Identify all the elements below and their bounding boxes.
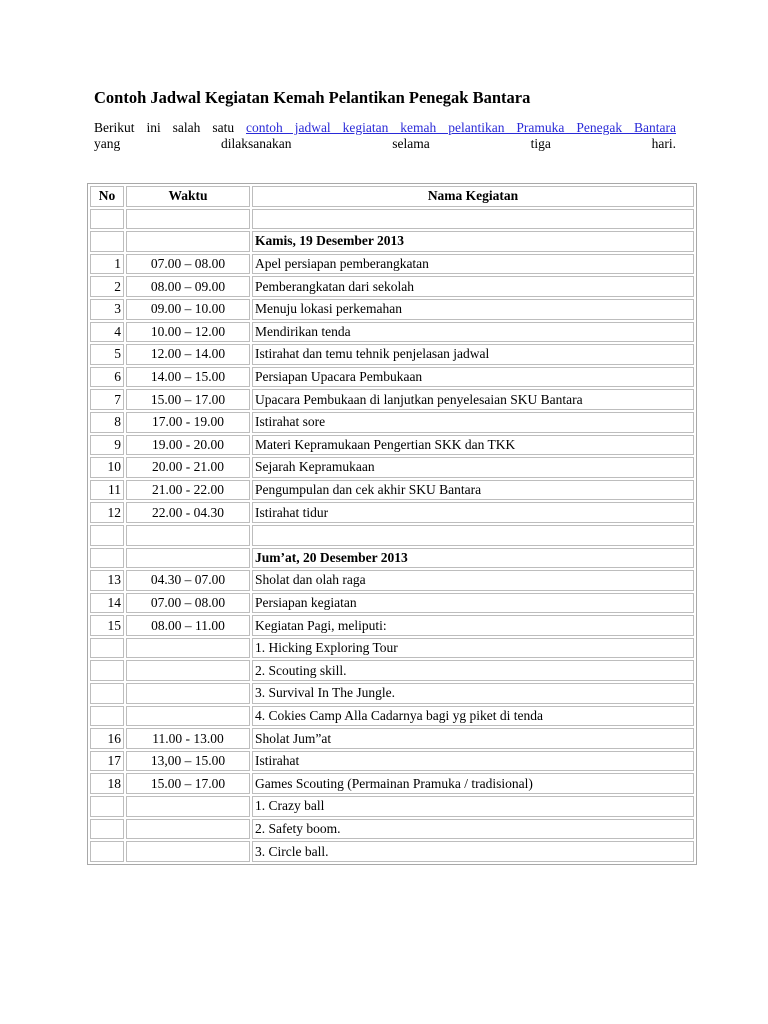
time-cell: 11.00 - 13.00 xyxy=(126,728,250,749)
row-number-cell: 16 xyxy=(90,728,124,749)
row-number-cell xyxy=(90,683,124,704)
table-row xyxy=(90,435,694,456)
row-number-cell: 18 xyxy=(90,773,124,794)
page-title: Contoh Jadwal Kegiatan Kemah Pelantikan Penegak Bantara xyxy=(94,88,531,107)
intro-word: dilaksanakan xyxy=(221,136,292,151)
table-row xyxy=(90,299,694,320)
row-number-cell xyxy=(90,841,124,862)
table-row xyxy=(90,796,694,817)
header-no: No xyxy=(90,186,124,207)
time-cell xyxy=(126,231,250,252)
activity-cell: Menuju lokasi perkemahan xyxy=(252,299,694,320)
time-cell xyxy=(126,706,250,727)
intro-word: yang xyxy=(94,136,121,151)
schedule-table xyxy=(87,183,697,865)
intro-prefix: Berikut ini salah satu xyxy=(94,120,247,135)
activity-cell: Istirahat dan temu tehnik penjelasan jadwal xyxy=(252,344,694,365)
time-cell: 15.00 – 17.00 xyxy=(126,773,250,794)
table-header-row xyxy=(90,186,694,207)
activity-cell: Sejarah Kepramukaan xyxy=(252,457,694,478)
row-number-cell: 15 xyxy=(90,615,124,636)
intro-line-1 xyxy=(94,120,676,136)
row-number-cell xyxy=(90,660,124,681)
row-number-cell: 6 xyxy=(90,367,124,388)
table-row xyxy=(90,502,694,523)
table-row xyxy=(90,660,694,681)
activity-cell: 3. Circle ball. xyxy=(252,841,694,862)
time-cell xyxy=(126,841,250,862)
row-number-cell: 14 xyxy=(90,593,124,614)
activity-cell: Mendirikan tenda xyxy=(252,322,694,343)
time-cell xyxy=(126,638,250,659)
row-number-cell xyxy=(90,548,124,569)
activity-cell: Materi Kepramukaan Pengertian SKK dan TKK xyxy=(252,435,694,456)
row-number-cell: 4 xyxy=(90,322,124,343)
activity-cell: 2. Safety boom. xyxy=(252,819,694,840)
time-cell: 09.00 – 10.00 xyxy=(126,299,250,320)
time-cell: 07.00 – 08.00 xyxy=(126,254,250,275)
row-number-cell: 8 xyxy=(90,412,124,433)
table-row xyxy=(90,570,694,591)
day-header-row xyxy=(90,548,694,569)
table-row xyxy=(90,728,694,749)
row-number-cell: 12 xyxy=(90,502,124,523)
schedule-body xyxy=(90,209,694,862)
blank-row xyxy=(90,525,694,546)
table-row xyxy=(90,344,694,365)
time-cell: 17.00 - 19.00 xyxy=(126,412,250,433)
time-cell xyxy=(126,819,250,840)
row-number-cell: 11 xyxy=(90,480,124,501)
time-cell: 22.00 - 04.30 xyxy=(126,502,250,523)
row-number-cell: 9 xyxy=(90,435,124,456)
table-row xyxy=(90,593,694,614)
activity-cell: Kamis, 19 Desember 2013 xyxy=(252,231,694,252)
table-row xyxy=(90,706,694,727)
row-number-cell xyxy=(90,706,124,727)
row-number-cell xyxy=(90,525,124,546)
activity-cell: Sholat Jum”at xyxy=(252,728,694,749)
activity-cell: Games Scouting (Permainan Pramuka / tradisional) xyxy=(252,773,694,794)
table-row xyxy=(90,412,694,433)
table-row xyxy=(90,367,694,388)
row-number-cell: 5 xyxy=(90,344,124,365)
time-cell: 07.00 – 08.00 xyxy=(126,593,250,614)
row-number-cell xyxy=(90,796,124,817)
time-cell: 13,00 – 15.00 xyxy=(126,751,250,772)
day-header-row xyxy=(90,231,694,252)
activity-cell xyxy=(252,525,694,546)
activity-cell: Istirahat tidur xyxy=(252,502,694,523)
time-cell: 21.00 - 22.00 xyxy=(126,480,250,501)
activity-cell: 1. Crazy ball xyxy=(252,796,694,817)
time-cell xyxy=(126,660,250,681)
time-cell xyxy=(126,683,250,704)
time-cell: 20.00 - 21.00 xyxy=(126,457,250,478)
row-number-cell: 2 xyxy=(90,276,124,297)
row-number-cell: 17 xyxy=(90,751,124,772)
table-row xyxy=(90,773,694,794)
intro-word: selama xyxy=(392,136,430,151)
activity-cell: Pemberangkatan dari sekolah xyxy=(252,276,694,297)
activity-cell: 1. Hicking Exploring Tour xyxy=(252,638,694,659)
activity-cell: Kegiatan Pagi, meliputi: xyxy=(252,615,694,636)
time-cell: 04.30 – 07.00 xyxy=(126,570,250,591)
table-row xyxy=(90,615,694,636)
table-row xyxy=(90,254,694,275)
time-cell: 14.00 – 15.00 xyxy=(126,367,250,388)
activity-cell xyxy=(252,209,694,230)
row-number-cell xyxy=(90,231,124,252)
time-cell xyxy=(126,796,250,817)
row-number-cell: 10 xyxy=(90,457,124,478)
blank-row xyxy=(90,209,694,230)
activity-cell: Istirahat sore xyxy=(252,412,694,433)
intro-link[interactable]: contoh jadwal kegiatan kemah pelantikan Pramuka Penegak Bantara xyxy=(246,120,676,135)
activity-cell: Persiapan Upacara Pembukaan xyxy=(252,367,694,388)
table-row xyxy=(90,322,694,343)
table-row xyxy=(90,389,694,410)
activity-cell: 2. Scouting skill. xyxy=(252,660,694,681)
table-row xyxy=(90,819,694,840)
time-cell: 12.00 – 14.00 xyxy=(126,344,250,365)
intro-line-2 xyxy=(94,136,676,152)
time-cell: 08.00 – 09.00 xyxy=(126,276,250,297)
time-cell: 15.00 – 17.00 xyxy=(126,389,250,410)
table-row xyxy=(90,480,694,501)
time-cell xyxy=(126,548,250,569)
table-row xyxy=(90,751,694,772)
row-number-cell xyxy=(90,209,124,230)
row-number-cell xyxy=(90,638,124,659)
activity-cell: Upacara Pembukaan di lanjutkan penyelesaian SKU Bantara xyxy=(252,389,694,410)
table-row xyxy=(90,638,694,659)
activity-cell: Istirahat xyxy=(252,751,694,772)
intro-word: tiga xyxy=(530,136,551,151)
table-row xyxy=(90,841,694,862)
activity-cell: Sholat dan olah raga xyxy=(252,570,694,591)
header-waktu: Waktu xyxy=(126,186,250,207)
table-row xyxy=(90,683,694,704)
row-number-cell: 3 xyxy=(90,299,124,320)
activity-cell: Apel persiapan pemberangkatan xyxy=(252,254,694,275)
activity-cell: Jum’at, 20 Desember 2013 xyxy=(252,548,694,569)
activity-cell: Persiapan kegiatan xyxy=(252,593,694,614)
row-number-cell: 13 xyxy=(90,570,124,591)
time-cell xyxy=(126,209,250,230)
time-cell xyxy=(126,525,250,546)
activity-cell: Pengumpulan dan cek akhir SKU Bantara xyxy=(252,480,694,501)
activity-cell: 4. Cokies Camp Alla Cadarnya bagi yg piket di tenda xyxy=(252,706,694,727)
row-number-cell: 7 xyxy=(90,389,124,410)
row-number-cell: 1 xyxy=(90,254,124,275)
row-number-cell xyxy=(90,819,124,840)
table-row xyxy=(90,457,694,478)
intro-word: hari. xyxy=(651,136,676,151)
table-row xyxy=(90,276,694,297)
intro-paragraph xyxy=(94,120,676,152)
activity-cell: 3. Survival In The Jungle. xyxy=(252,683,694,704)
time-cell: 08.00 – 11.00 xyxy=(126,615,250,636)
header-nama-kegiatan: Nama Kegiatan xyxy=(252,186,694,207)
time-cell: 19.00 - 20.00 xyxy=(126,435,250,456)
time-cell: 10.00 – 12.00 xyxy=(126,322,250,343)
